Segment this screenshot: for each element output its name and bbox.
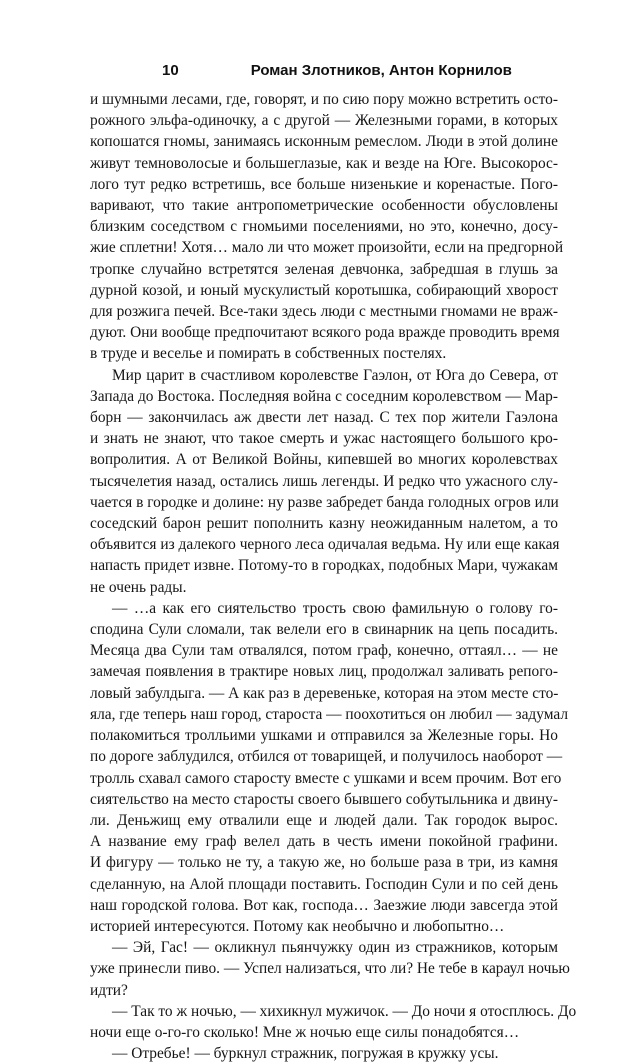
body-text — [90, 89, 577, 1064]
text-line: яла, где теперь наш город, староста — поохотиться он любил — задумал — [90, 705, 569, 723]
paragraph — [90, 937, 570, 1001]
text-line: ловый забулдыга. — А как раз в деревеньке, которая на этом месте сто- — [90, 684, 559, 702]
text-line: — …а как его сиятельство трость свою фамильную о голову го- — [112, 599, 558, 617]
text-line: по дороге заблудился, отбился от товарищей, и получилось наоборот — — [90, 748, 563, 766]
text-line: жие сплетни! Хотя… мало ли что может произойти, если на предгорной — [90, 239, 564, 257]
text-line: сиятельство на место старосты своего бывшего собутыльника и двину- — [90, 790, 558, 808]
text-line: Мир царит в счастливом королевстве Гаэлон, от Юга до Севера, от — [112, 366, 558, 384]
page-number: 10 — [162, 62, 179, 79]
paragraph — [90, 365, 558, 598]
text-line: идти? — [90, 981, 128, 999]
text-line: живут темноволосые и большеглазые, как и везде на Юге. Высокорос- — [90, 154, 558, 172]
text-line: дуют. Они вообще предпочитают всякого рода вражде проводить время — [90, 324, 560, 342]
text-line: объявится из далекого черного леса одичалая ведьма. Ну или еще какая — [90, 536, 560, 554]
text-line: — Так то ж ночью, — хихикнул мужичок. — До ночи я отосплюсь. До — [112, 1002, 577, 1020]
text-line: для розжига печей. Все-таки здесь люди с местными гномами не враж- — [90, 303, 558, 321]
text-line: и шумными лесами, где, говорят, и по сию пору можно встретить осто- — [90, 91, 558, 108]
text-line: ночи еще о-го-го сколько! Мне ж ночью еще силы понадобятся… — [90, 1023, 520, 1041]
text-line: копошатся гномы, занимаясь исконным ремеслом. Люди в этой долине — [90, 133, 558, 151]
text-line: тролль схавал самого старосту вместе с ушками и всем прочим. Вот его — [90, 769, 562, 787]
text-line: варивают, что такие антропометрические особенности обусловлены — [90, 197, 558, 215]
text-line: А название ему граф велел дать в честь имени покойной графини. — [90, 833, 558, 851]
text-line: ли. Деньжищ ему отвалили еще и людей дали. Так городок вырос. — [90, 811, 558, 829]
text-line: борн — закончилась аж двести лет назад. С тех пор жители Гаэлона — [90, 409, 558, 427]
text-line: дурной козой, и юный мускулистый коротышка, собирающий хворост — [90, 281, 558, 299]
text-line: — Отребье! — буркнул стражник, погружая в кружку усы. — [112, 1045, 499, 1063]
page-header — [90, 62, 558, 79]
text-line: И фигуру — только не ту, а такую же, но больше раза в три, из камня — [90, 854, 558, 872]
text-line: замечая появления в трактире новых лиц, продолжал заливать репого- — [90, 663, 558, 681]
text-line: соседский барон решит пополнить казну неожиданным налетом, а то — [90, 515, 558, 533]
text-line: в труде и веселье и помирать в собственных постелях. — [90, 345, 447, 363]
text-line: близким соседством с гномьими поселениями, но это, конечно, досу- — [90, 218, 558, 236]
text-line: сподина Сули сломали, так велели его в свинарник на цепь посадить. — [90, 621, 558, 639]
text-line: чается в городке и долине: ну разве забредет банда голодных огров или — [90, 493, 559, 511]
paragraph — [90, 598, 569, 937]
paragraph — [90, 1043, 558, 1064]
text-line: историей интересуются. Потому как необычно и любопытно… — [90, 917, 505, 935]
text-line: полакомиться тролльими ушками и отправился за Железные горы. Но — [90, 727, 558, 745]
text-line: сделанную, на Алой площади поставить. Господин Сули и по сей день — [90, 875, 558, 893]
text-line: лого тут редко встретишь, все больше низенькие и коренастые. Пого- — [90, 175, 558, 193]
text-line: не очень рады. — [90, 578, 187, 596]
text-line: напасть придет извне. Потому-то в городках, подобных Мари, чужакам — [90, 557, 558, 575]
text-line: тысячелетия назад, остались лишь легенды. И редко что ужасного слу- — [90, 472, 558, 490]
running-title: Роман Злотников, Антон Корнилов — [250, 62, 512, 79]
book-page — [90, 62, 577, 1064]
text-line: Месяца два Сули там отвалялся, потом граф, конечно, оттаял… — не — [90, 642, 558, 660]
text-line: и знать не знают, что такое смерть и ужас настоящего большого кро- — [90, 430, 558, 448]
text-line: вопролития. А от Великой Войны, кипевшей во многих королевствах — [90, 451, 558, 469]
paragraph — [90, 89, 564, 365]
text-line: — Эй, Гас! — окликнул пьянчужку один из стражников, которым — [112, 939, 558, 957]
text-line: наш городской голова. Вот как, господа… Заезжие люди завсегда этой — [90, 896, 558, 914]
text-line: Запада до Востока. Последняя война с соседним королевством — Мар- — [90, 387, 558, 405]
paragraph — [90, 1001, 577, 1043]
text-line: рожного эльфа-одиночку, а с другой — Железными горами, в которых — [90, 112, 558, 130]
text-line: уже принесли пиво. — Успел нализаться, что ли? Не тебе в караул ночью — [90, 960, 570, 978]
text-line: тропке случайно встретятся зеленая девчонка, забредшая в глушь за — [90, 260, 558, 278]
